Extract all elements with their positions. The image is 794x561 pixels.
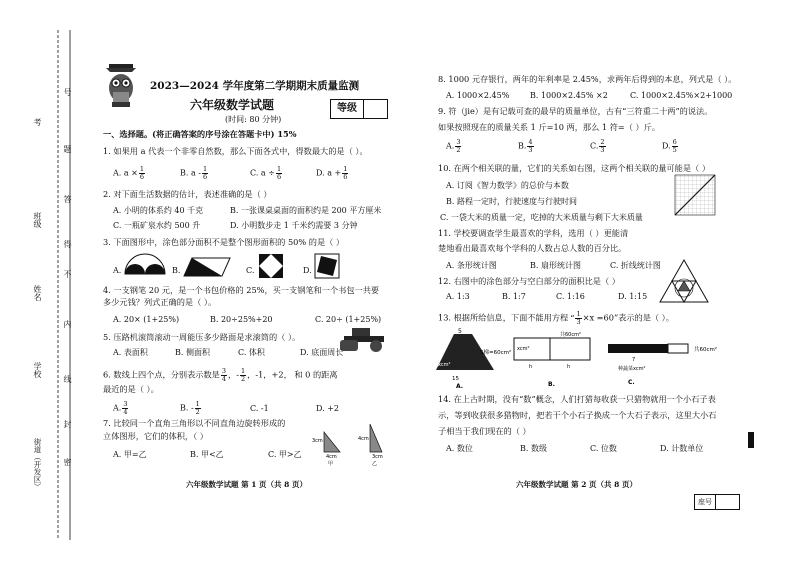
svg-text:3cm: 3cm <box>312 438 323 444</box>
binding-label: 考 <box>33 118 42 126</box>
question-9: 9. 符（jie）是有记载可查的最早的质量单位，古有“三符重二十两”的说法。 <box>438 106 713 116</box>
q12-option-d[interactable]: D. 1:15 <box>618 292 648 301</box>
q5-option-d[interactable]: D. 底面周长 <box>300 348 344 357</box>
q14-option-b[interactable]: B. 数级 <box>520 444 547 453</box>
section-heading: 一、选择题。(将正确答案的序号涂在答题卡中) 15% <box>103 129 297 139</box>
question-14: 14. 在上古时期，没有“数”概念，人们打猎每收获一只猎物就用一个小石子表 <box>438 394 716 404</box>
q8-option-a[interactable]: A. 1000×2.45% <box>446 91 510 100</box>
question-14-cont2: 子相当于我们现在的（ ） <box>438 426 531 436</box>
q3-shape-a <box>123 252 167 276</box>
q11-option-b[interactable]: B. 扇形统计图 <box>530 261 581 270</box>
q3-option-d[interactable]: D. <box>303 266 312 275</box>
question-10: 10. 在两个相关联的量，它们的关系如右图，这两个相关联的量可能是（ ） <box>438 163 711 173</box>
seat-label: 座号 <box>695 495 716 509</box>
q9-option-c[interactable]: C. $\frac{2}{3}$ <box>590 138 605 154</box>
q3-option-a[interactable]: A. <box>113 266 122 275</box>
q14-option-a[interactable]: A. 数位 <box>446 444 473 453</box>
binding-label: 姓名 <box>33 285 42 301</box>
question-12: 12. 右图中的涂色部分与空白部分的面积比是（ ） <box>438 276 620 286</box>
question-14-cont: 示，等到收获很多猎物时，把若干个小石子换成一个大石子表示，这里大小石 <box>438 410 717 420</box>
question-6: 6. 数线上四个点，分别表示数是 $\frac{3}{4}$ ，- $\frac{1}{2}$ ，-1，+2， 和 0 的距离 <box>103 367 338 383</box>
svg-text:h: h <box>567 364 571 370</box>
q12-option-a[interactable]: A. 1:3 <box>446 292 470 301</box>
q1-option-b[interactable]: B. a - $\frac{1}{6}$ <box>180 165 208 181</box>
q4-option-b[interactable]: B. 20÷25%+20 <box>210 315 273 324</box>
svg-text:C.: C. <box>628 379 635 386</box>
scan-marker <box>748 432 754 448</box>
q2-option-c[interactable]: C. 一瓶矿泉水约 500 升 <box>113 221 201 230</box>
question-3: 3. 下面图形中，涂色部分面积不是整个图形面积的 50% 的是（ ） <box>103 237 345 247</box>
svg-text:共60cm²: 共60cm² <box>694 347 718 353</box>
q10-option-a[interactable]: A. 订阅《智力数学》的总价与本数 <box>446 181 569 190</box>
grade-field[interactable] <box>364 100 387 118</box>
svg-text:S梯=60cm²: S梯=60cm² <box>480 350 512 356</box>
binding-label: 街道（开发区） <box>33 438 42 491</box>
question-11: 11. 学校要调查学生最喜欢的学科，选用（ ）更能清 <box>438 228 629 238</box>
q14-option-c[interactable]: C. 位数 <box>590 444 617 453</box>
question-7-cont: 立体图形，它们的体积，（ ） <box>103 431 208 441</box>
svg-text:共60cm²: 共60cm² <box>560 332 581 338</box>
question-2: 2. 对下面生活数据的估计，表述准确的是（ ） <box>103 189 272 199</box>
q9-option-b[interactable]: B. $\frac{4}{3}$ <box>518 138 533 154</box>
question-11-cont: 楚地看出最喜欢每个学科的人数占总人数的百分比。 <box>438 243 627 253</box>
binding-label: 学校 <box>33 362 42 378</box>
svg-text:B.: B. <box>548 381 555 388</box>
q7-option-a[interactable]: A. 甲=乙 <box>113 450 147 459</box>
binding-label: 得 <box>63 240 72 248</box>
q4-option-c[interactable]: C. 20÷ (1+25%) <box>315 315 382 324</box>
road-roller-icon <box>338 326 390 352</box>
question-13: 13. 根据所给信息，下面不能用方程 “ $\frac{1}{3}$ ×x =60”表示的是（ ）。 <box>438 310 674 326</box>
q10-option-b[interactable]: B. 路程一定时，行驶速度与行驶时间 <box>446 197 577 206</box>
binding-label: 号 <box>63 88 72 96</box>
question-9-cont: 如果按照现在的质量关系 1 斤=10 两，那么 1 符=（ ）斤。 <box>438 122 661 132</box>
q3-option-b[interactable]: B. <box>172 266 181 275</box>
svg-text:甲: 甲 <box>328 461 334 466</box>
svg-text:h: h <box>529 364 533 370</box>
q7-triangles-figure <box>310 418 390 466</box>
q2-option-b[interactable]: B. 一张课桌桌面的面积约是 200 平方厘米 <box>230 206 382 215</box>
q1-option-d[interactable]: D. a + $\frac{1}{6}$ <box>316 165 348 181</box>
q9-option-a[interactable]: A. $\frac{3}{2}$ <box>446 138 461 154</box>
question-4-cont: 多少元钱？列式正确的是（ ）。 <box>103 297 217 307</box>
q12-option-b[interactable]: B. 1:7 <box>502 292 526 301</box>
question-6-cont: 最近的是（ ）。 <box>103 384 159 394</box>
binding-strip <box>0 0 90 561</box>
q5-option-b[interactable]: B. 侧面积 <box>175 348 210 357</box>
q14-option-d[interactable]: D. 计数单位 <box>660 444 704 453</box>
question-5: 5. 压路机滚筒滚动一周能压多少路面是求滚筒的（ ）。 <box>103 332 301 342</box>
svg-text:15: 15 <box>452 376 459 382</box>
question-1: 1. 如果用 a 代表一个非零自然数，那么下面各式中，得数最大的是（ ）。 <box>103 146 368 156</box>
q6-option-c[interactable]: C. -1 <box>250 404 269 413</box>
svg-text:4cm: 4cm <box>326 454 337 460</box>
q12-triangle-figure <box>658 258 710 304</box>
subject-title: 六年级数学试题 <box>190 98 275 112</box>
binding-label: 密 <box>63 458 72 466</box>
grade-label: 等级 <box>331 100 364 118</box>
svg-text:A.: A. <box>456 383 464 388</box>
svg-text:xcm²: xcm² <box>517 346 530 352</box>
q6-option-b[interactable]: B. - $\frac{1}{2}$ <box>180 400 200 416</box>
q7-option-b[interactable]: B. 甲<乙 <box>190 450 224 459</box>
q1-option-c[interactable]: C. a ÷ $\frac{1}{6}$ <box>250 165 282 181</box>
svg-text:3cm: 3cm <box>372 454 383 460</box>
q10-graph-figure <box>672 172 718 218</box>
question-4: 4. 一支钢笔 20 元，是一个书包价格的 25%，买一支钢笔和一个书包一共要 <box>103 285 380 295</box>
binding-label: 班级 <box>33 212 42 228</box>
owl-mascot-icon <box>104 62 140 110</box>
q11-option-a[interactable]: A. 条形统计图 <box>446 261 497 270</box>
q5-option-c[interactable]: C. 体积 <box>238 348 265 357</box>
grade-box <box>330 99 388 119</box>
svg-text:7: 7 <box>632 357 636 363</box>
q13-figures <box>432 328 742 388</box>
q4-option-a[interactable]: A. 20× (1+25%) <box>113 315 180 324</box>
svg-text:5: 5 <box>458 328 462 335</box>
q8-option-c[interactable]: C. 1000×2.45%×2+1000 <box>630 91 733 100</box>
q6-option-d[interactable]: D. +2 <box>316 404 340 413</box>
binding-lines <box>0 0 90 561</box>
svg-text:xcm²: xcm² <box>438 362 451 368</box>
svg-text:种蔬菜xcm²: 种蔬菜xcm² <box>618 366 646 372</box>
q5-option-a[interactable]: A. 表面积 <box>113 348 148 357</box>
question-8: 8. 1000 元存银行，两年的年利率是 2.45%，求两年后得到的本息，列式是（ ）。 <box>438 74 737 84</box>
seat-number-field[interactable] <box>716 495 739 509</box>
q2-option-d[interactable]: D. 小明数步走 1 千米约需要 3 分钟 <box>230 221 358 230</box>
exam-title: 2023—2024 学年度第二学期期末质量监测 <box>150 80 360 92</box>
q8-option-b[interactable]: B. 1000×2.45% ×2 <box>530 91 608 100</box>
q7-option-c[interactable]: C. 甲>乙 <box>268 450 302 459</box>
q3-shape-c <box>258 253 284 279</box>
binding-label: 封 <box>63 420 72 428</box>
q3-shape-b <box>182 256 232 278</box>
q2-option-a[interactable]: A. 小明的体系约 40 千克 <box>113 206 204 215</box>
q11-option-c[interactable]: C. 折线统计图 <box>610 261 661 270</box>
binding-label: 题 <box>63 145 72 153</box>
q1-option-a[interactable]: A. a × $\frac{1}{6}$ <box>113 165 145 181</box>
page-footer-1: 六年级数学试题 第 1 页（共 8 页） <box>186 480 307 489</box>
question-7: 7. 比较同一个直角三角形以不同直角边旋转形成的 <box>103 418 286 428</box>
binding-label: 线 <box>63 375 72 383</box>
q3-option-c[interactable]: C. <box>246 266 255 275</box>
binding-label: 不 <box>63 270 72 278</box>
binding-label: 答 <box>63 195 72 203</box>
q9-option-d[interactable]: D. $\frac{6}{5}$ <box>662 138 677 154</box>
seat-number-box <box>694 494 740 510</box>
q12-option-c[interactable]: C. 1:16 <box>556 292 585 301</box>
q10-option-c[interactable]: C. 一袋大米的质量一定，吃掉的大米质量与剩下大米质量 <box>440 213 643 222</box>
svg-text:4cm: 4cm <box>358 436 369 442</box>
svg-text:乙: 乙 <box>372 461 378 466</box>
binding-label: 内 <box>63 320 72 328</box>
q3-shape-d <box>314 253 340 279</box>
time-note: (时间: 80 分钟) <box>225 115 282 124</box>
page-footer-2: 六年级数学试题 第 2 页（共 8 页） <box>516 480 637 489</box>
q6-option-a[interactable]: A. $\frac{3}{4}$ <box>113 400 128 416</box>
